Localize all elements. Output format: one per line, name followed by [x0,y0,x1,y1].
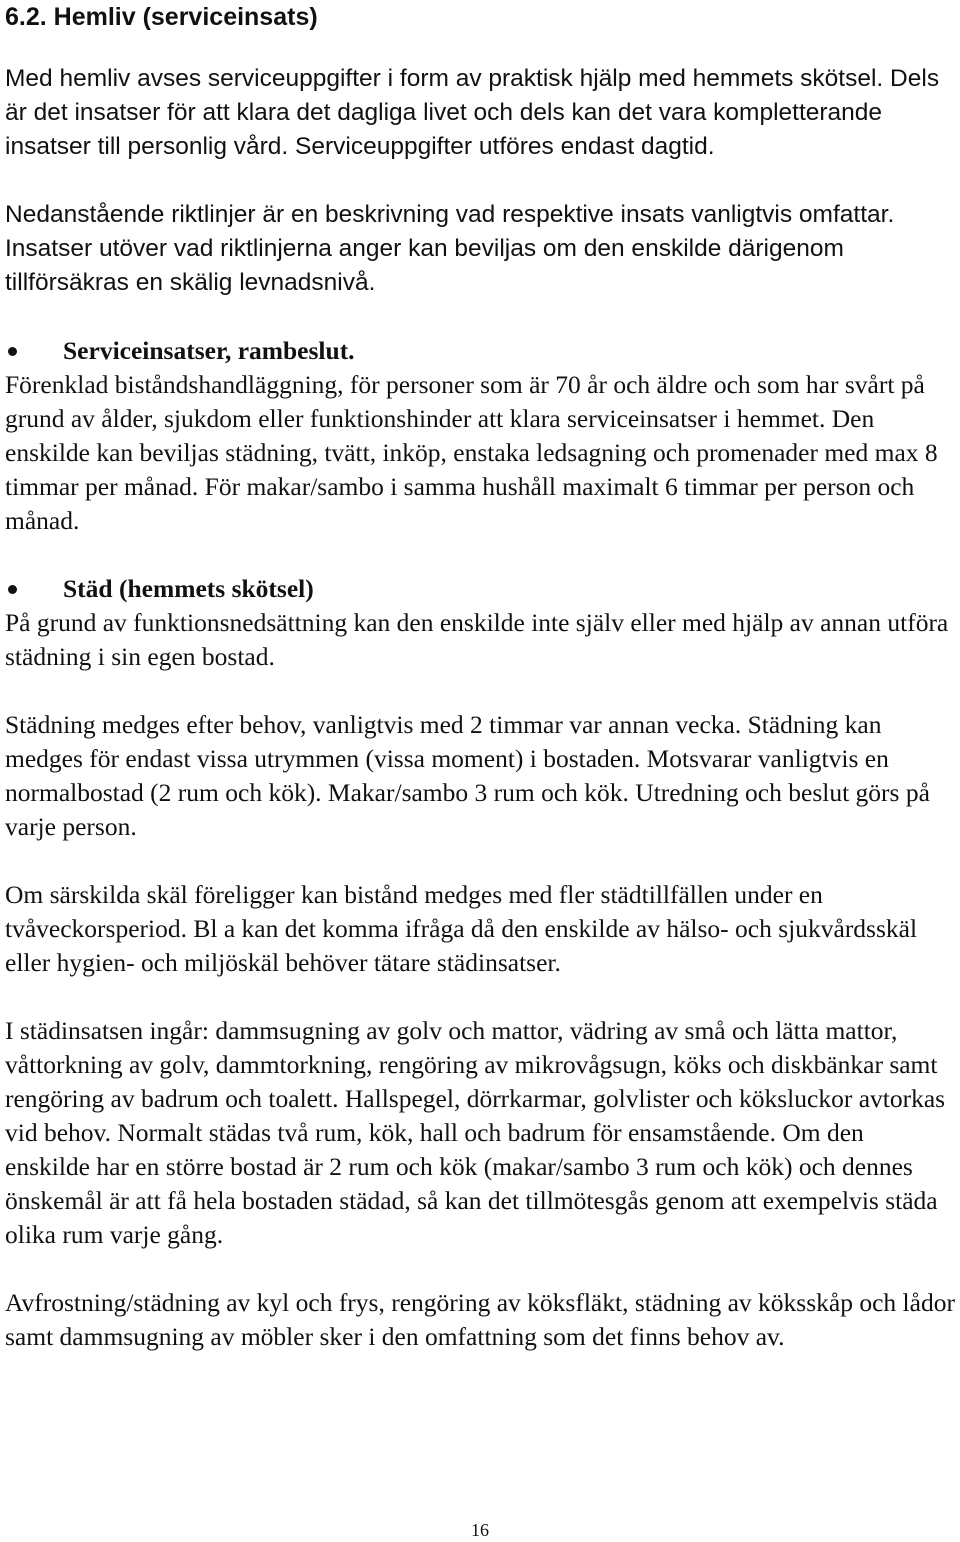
section-heading: 6.2. Hemliv (serviceinsats) [5,3,318,31]
intro-paragraph-2: Nedanstående riktlinjer är en beskrivning vad respektive insats vanligtvis omfattar. Insatser utöver vad riktlinjerna anger kan beviljas om den enskilde därigenom tillförsäkras en skälig levnadsnivå. [5,201,895,296]
stad-paragraph-1: På grund av funktionsnedsättning kan den enskilde inte själv eller med hjälp av annan utföra städning i sin egen bostad. [5,608,949,671]
intro-paragraph-1: Med hemliv avses serviceuppgifter i form av praktisk hjälp med hemmets skötsel. Dels är det insatser för att klara det dagliga livet och dels kan det vara kompletterande insatser till personlig vård. Serviceuppgifter utföres endast dagtid. [5,65,940,160]
stad-paragraph-3: Om särskilda skäl föreligger kan bistånd medges med fler städtillfällen under en tvåveckorsperiod. Bl a kan det komma ifråga då den enskilde av hälso- och sjukvårdsskäl eller hygien- och miljöskäl behöver tätare städinsatser. [5,880,918,977]
bullet-heading-serviceinsatser [5,334,955,368]
page-number: 16 [471,1520,489,1540]
bullet-label: Serviceinsatser, rambeslut. [63,336,355,365]
bullet-icon [8,347,17,356]
bullet-label: Städ (hemmets skötsel) [63,574,314,603]
document-page [5,0,955,1354]
bullet-icon [8,585,17,594]
serviceinsatser-body: Förenklad biståndshandläggning, för personer som är 70 år och äldre och som har svårt på grund av ålder, sjukdom eller funktionshinder att klara serviceinsatser i hemmet. Den enskilde kan beviljas städning, tvätt, inköp, enstaka ledsagning och promenader med max 8 timmar per månad. För makar/sambo i samma hushåll maximalt 6 timmar per person och månad. [5,370,938,535]
stad-paragraph-5: Avfrostning/städning av kyl och frys, rengöring av köksfläkt, städning av köksskåp och lådor samt dammsugning av möbler sker i den omfattning som det finns behov av. [5,1288,955,1351]
stad-paragraph-2: Städning medges efter behov, vanligtvis med 2 timmar var annan vecka. Städning kan medges för endast vissa utrymmen (vissa moment) i bostaden. Motsvarar vanligtvis en normalbostad (2 rum och kök). Makar/sambo 3 rum och kök. Utredning och beslut görs på varje person. [5,710,930,841]
bullet-heading-stad [5,572,955,606]
stad-paragraph-4: I städinsatsen ingår: dammsugning av golv och mattor, vädring av små och lätta mattor, våttorkning av golv, dammtorkning, rengöring av mikrovågsugn, köks och diskbänkar samt rengöring av badrum och toalett. Hallspegel, dörrkarmar, golvlister och köksluckor avtorkas vid behov. Normalt städas två rum, kök, hall och badrum för ensamstående. Om den enskilde har en större bostad är 2 rum och kök (makar/sambo 3 rum och kök) och dennes önskemål är att få hela bostaden städad, så kan det tillmötesgås genom att exempelvis städa olika rum varje gång. [5,1016,946,1249]
